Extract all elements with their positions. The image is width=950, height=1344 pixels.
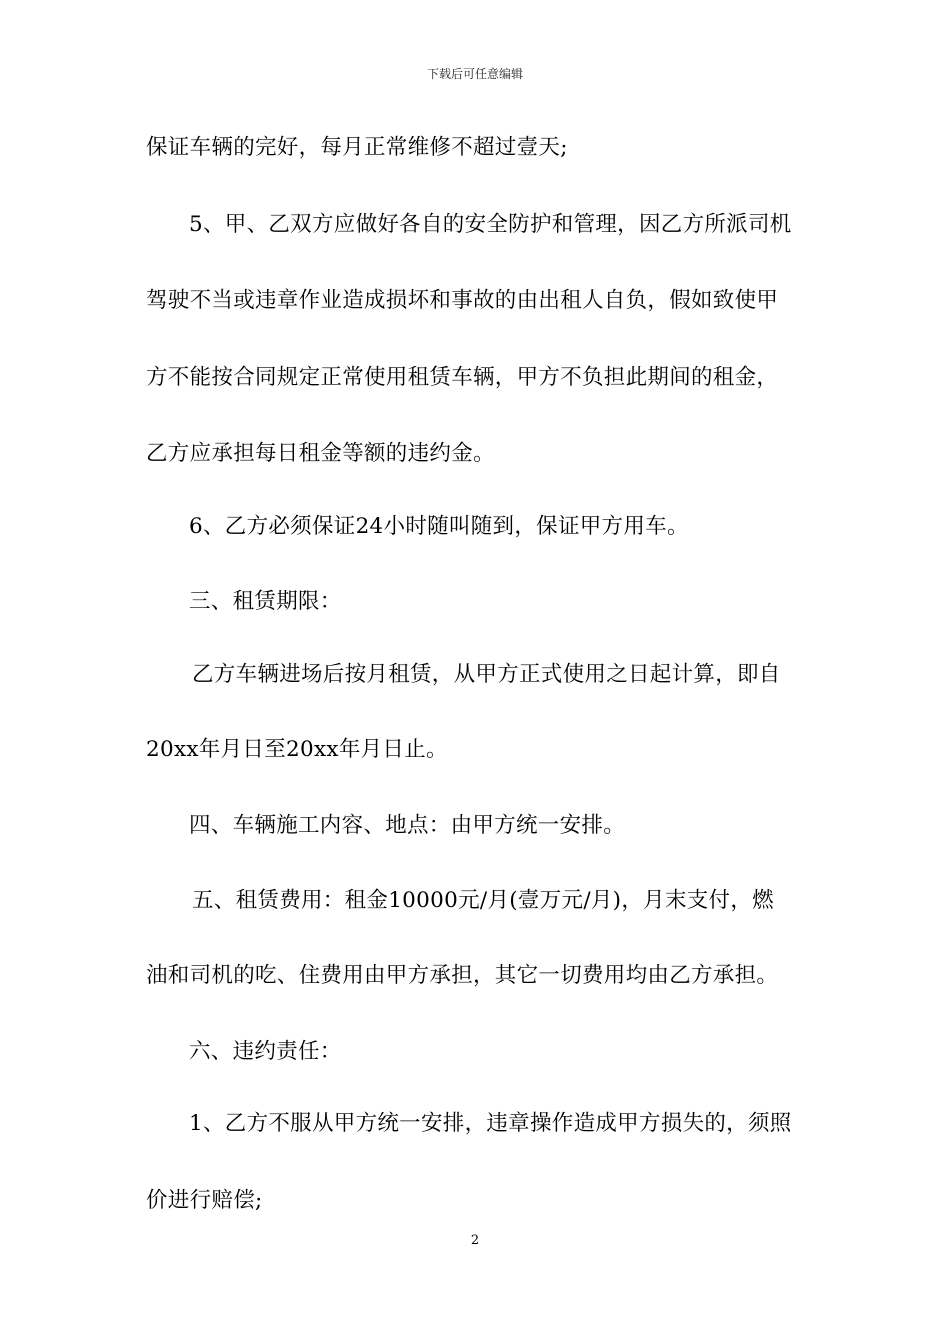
body-line-8: 乙方车辆进场后按月租赁，从甲方正式使用之日起计算，即自: [192, 662, 781, 687]
section-heading-term: 三、租赁期限：: [189, 589, 342, 614]
section-heading-content: 四、车辆施工内容、地点：由甲方统一安排。: [189, 813, 626, 838]
section-heading-fees: 五、租赁费用：租金10000元/月(壹万元/月)，月末支付，燃: [192, 888, 774, 913]
body-line-12: 油和司机的吃、住费用由甲方承担，其它一切费用均由乙方承担。: [146, 963, 779, 988]
body-line-6: 6、乙方必须保证24小时随叫随到，保证甲方用车。: [189, 514, 689, 539]
page-number: 2: [470, 1233, 480, 1248]
body-line-14: 1、乙方不服从甲方统一安排，违章操作造成甲方损失的，须照: [189, 1111, 792, 1136]
body-line-4: 方不能按合同规定正常使用租赁车辆，甲方不负担此期间的租金，: [146, 365, 779, 390]
page-header: 下载后可任意编辑: [426, 67, 523, 81]
body-line-5: 乙方应承担每日租金等额的违约金。: [146, 441, 495, 466]
body-line-9: 20xx年月日至20xx年月日止。: [146, 737, 448, 762]
body-line-3: 驾驶不当或违章作业造成损坏和事故的由出租人自负，假如致使甲: [146, 288, 779, 313]
section-heading-liability: 六、违约责任：: [189, 1039, 342, 1064]
body-line-15: 价进行赔偿;: [146, 1188, 263, 1213]
body-line-1: 保证车辆的完好，每月正常维修不超过壹天;: [146, 135, 568, 160]
body-line-2: 5、甲、乙双方应做好各自的安全防护和管理，因乙方所派司机: [189, 212, 792, 237]
